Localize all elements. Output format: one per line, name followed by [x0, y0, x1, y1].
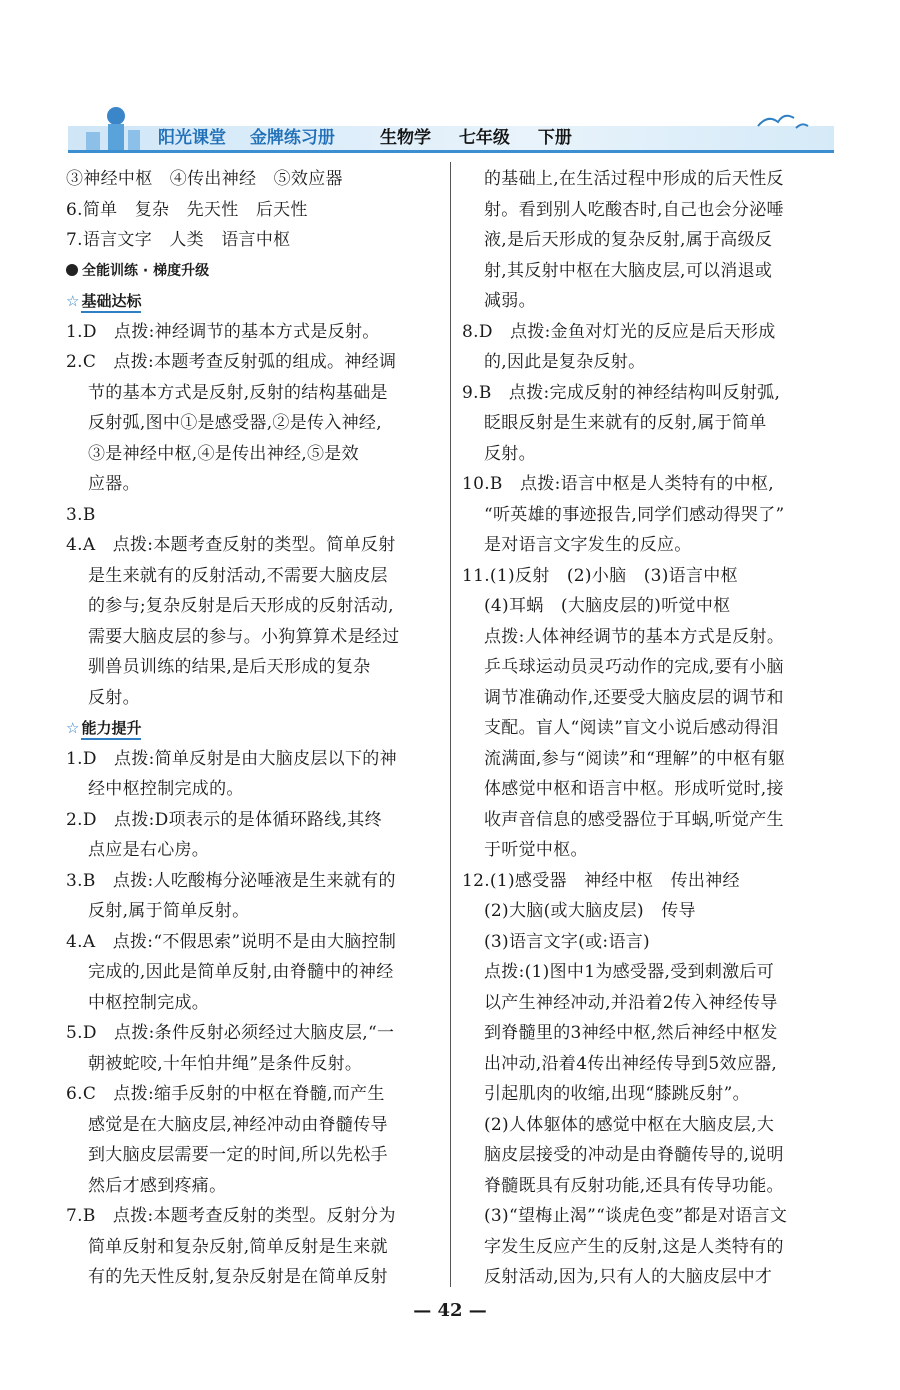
text-line-continued: 有的先天性反射,复杂反射是在简单反射	[88, 1267, 388, 1287]
grade-name: 七年级	[458, 128, 510, 148]
text-line-continued: 眨眼反射是生来就有的反射,属于简单	[484, 413, 767, 433]
text-line-continued: 到大脑皮层需要一定的时间,所以先松手	[88, 1145, 388, 1165]
text-line-continued: 经中枢控制完成的。	[88, 779, 244, 799]
birds-icon	[754, 108, 814, 134]
text-line-continued: 引起肌肉的收缩,出现“膝跳反射”。	[484, 1084, 750, 1104]
text-line: 7.语言文字 人类 语言中枢	[66, 230, 291, 250]
star-icon: ☆	[66, 719, 80, 737]
text-line: 4.A 点拨:“不假思索”说明不是由大脑控制	[66, 931, 397, 952]
text-line-continued: 液,是后天形成的复杂反射,属于高级反	[484, 230, 773, 250]
text-line-continued: 字发生反应产生的反射,这是人类特有的	[484, 1236, 784, 1257]
banner-text: 全能训练 · 梯度升级	[82, 262, 210, 279]
text-line: 12.(1)感受器 神经中枢 传出神经	[462, 870, 740, 891]
text-line: 10.B 点拨:语言中枢是人类特有的中枢,	[462, 474, 774, 494]
text-line: ③神经中枢 ④传出神经 ⑤效应器	[66, 169, 343, 189]
text-line-continued: 收声音信息的感受器位于耳蜗,听觉产生	[484, 809, 784, 830]
text-line: 5.D 点拨:条件反射必须经过大脑皮层,“一	[66, 1023, 395, 1043]
text-line-continued: “听英雄的事迹报告,同学们感动得哭了”	[484, 504, 785, 525]
star-icon: ☆	[66, 292, 80, 310]
text-line-continued: 以产生神经冲动,并沿着2传入神经传导	[484, 992, 778, 1013]
text-line-continued: 脑皮层接受的冲动是由脊髓传导的,说明	[484, 1145, 784, 1165]
text-line-continued: 反射弧,图中①是感受器,②是传入神经,	[88, 413, 382, 433]
text-line-continued: 出冲动,沿着4传出神经传导到5效应器,	[484, 1053, 778, 1074]
text-line: 1.D 点拨:简单反射是由大脑皮层以下的神	[66, 748, 397, 769]
text-line-continued: 驯兽员训练的结果,是后天形成的复杂	[88, 657, 371, 677]
text-line: 2.D 点拨:D项表示的是体循环路线,其终	[66, 809, 382, 830]
text-line-continued: 应器。	[88, 474, 140, 494]
text-line-continued: 是对语言文字发生的反应。	[484, 535, 692, 555]
text-line: 3.B	[66, 504, 96, 525]
text-line-continued: 点拨:人体神经调节的基本方式是反射。	[484, 626, 785, 647]
text-line-continued: (3)“望梅止渴”“谈虎色变”都是对语言文	[484, 1206, 788, 1226]
text-line-continued: 流满面,参与“阅读”和“理解”的中枢有躯	[484, 748, 786, 769]
page-header	[68, 96, 834, 156]
right-column	[462, 164, 838, 1293]
text-line: 6.C 点拨:缩手反射的中枢在脊髓,而产生	[66, 1084, 385, 1104]
text-line-continued: 射,其反射中枢在大脑皮层,可以消退或	[484, 260, 773, 281]
text-line-continued: (2)人体躯体的感觉中枢在大脑皮层,大	[484, 1114, 775, 1135]
text-line-continued: 反射活动,因为,只有人的大脑皮层中才	[484, 1267, 773, 1287]
text-line-continued: 的,因此是复杂反射。	[484, 352, 646, 372]
text-line: 9.B 点拨:完成反射的神经结构叫反射弧,	[462, 382, 781, 403]
series-subtitle: 金牌练习册	[249, 128, 335, 148]
text-line-continued: 点拨:(1)图中1为感受器,受到刺激后可	[484, 962, 775, 982]
text-line: 1.D 点拨:神经调节的基本方式是反射。	[66, 321, 380, 342]
text-line-continued: ③是神经中枢,④是传出神经,⑤是效	[88, 443, 359, 464]
column-divider	[450, 162, 451, 1287]
volume-name: 下册	[537, 128, 572, 148]
text-line-continued: (2)大脑(或大脑皮层) 传导	[484, 901, 696, 921]
text-line-continued: 简单反射和复杂反射,简单反射是生来就	[88, 1236, 388, 1257]
text-line-continued: 脊髓既具有反射功能,还具有传导功能。	[484, 1175, 784, 1196]
text-line: 2.C 点拨:本题考查反射弧的组成。神经调	[66, 352, 397, 372]
text-line-continued: 乒乓球运动员灵巧动作的完成,要有小脑	[484, 657, 784, 677]
text-line-continued: (3)语言文字(或:语言)	[484, 931, 650, 952]
text-line-continued: 于听觉中枢。	[484, 840, 588, 860]
sub-heading-text: 基础达标	[81, 292, 141, 313]
text-line-continued: 调节准确动作,还要受大脑皮层的调节和	[484, 687, 784, 708]
text-line-continued: 需要大脑皮层的参与。小狗算算术是经过	[88, 626, 400, 647]
text-line: 8.D 点拨:金鱼对灯光的反应是后天形成	[462, 321, 776, 342]
series-name: 阳光课堂	[158, 128, 226, 148]
text-line-continued: 然后才感到疼痛。	[88, 1175, 227, 1196]
text-line-continued: 节的基本方式是反射,反射的结构基础是	[88, 382, 388, 403]
text-line-continued: 反射,属于简单反射。	[88, 901, 250, 921]
banner-bullet-icon	[66, 264, 78, 276]
left-column	[66, 164, 442, 1293]
text-line-continued: 点应是右心房。	[88, 840, 210, 860]
text-line: 11.(1)反射 (2)小脑 (3)语言中枢	[462, 565, 738, 586]
text-line-continued: 反射。	[484, 443, 536, 464]
text-line-continued: 反射。	[88, 687, 140, 708]
text-line-continued: 是生来就有的反射活动,不需要大脑皮层	[88, 565, 388, 586]
text-line: 4.A 点拨:本题考查反射的类型。简单反射	[66, 535, 396, 555]
text-line-continued: 的基础上,在生活过程中形成的后天性反	[484, 169, 784, 189]
text-line-continued: 到脊髓里的3神经中枢,然后神经中枢发	[484, 1023, 778, 1043]
text-line-continued: 中枢控制完成。	[88, 992, 210, 1013]
text-line: 3.B 点拨:人吃酸梅分泌唾液是生来就有的	[66, 870, 396, 891]
section-banner	[66, 256, 442, 287]
text-line-continued: (4)耳蜗 (大脑皮层的)听觉中枢	[484, 596, 731, 616]
header-subject	[380, 123, 594, 148]
text-line: 6.简单 复杂 先天性 后天性	[66, 199, 308, 220]
text-line-continued: 射。看到别人吃酸杏时,自己也会分泌唾	[484, 199, 784, 220]
sub-heading	[66, 286, 442, 317]
text-line-continued: 感觉是在大脑皮层,神经冲动由脊髓传导	[88, 1114, 388, 1135]
text-line: 7.B 点拨:本题考查反射的类型。反射分为	[66, 1206, 396, 1226]
skyline-icon	[78, 104, 148, 150]
page-number: — 42 —	[413, 1300, 487, 1321]
header-series	[158, 123, 353, 148]
sub-heading-text: 能力提升	[81, 719, 141, 740]
sub-heading	[66, 713, 442, 744]
text-line-continued: 体感觉中枢和语言中枢。形成听觉时,接	[484, 779, 784, 799]
text-line-continued: 减弱。	[484, 291, 536, 311]
text-line-continued: 支配。盲人“阅读”盲文小说后感动得泪	[484, 718, 779, 738]
text-line-continued: 完成的,因此是简单反射,由脊髓中的神经	[88, 962, 394, 982]
text-line-continued: 朝被蛇咬,十年怕井绳”是条件反射。	[88, 1053, 363, 1074]
subject-name: 生物学	[380, 128, 431, 148]
text-line-continued: 的参与;复杂反射是后天形成的反射活动,	[88, 596, 394, 616]
